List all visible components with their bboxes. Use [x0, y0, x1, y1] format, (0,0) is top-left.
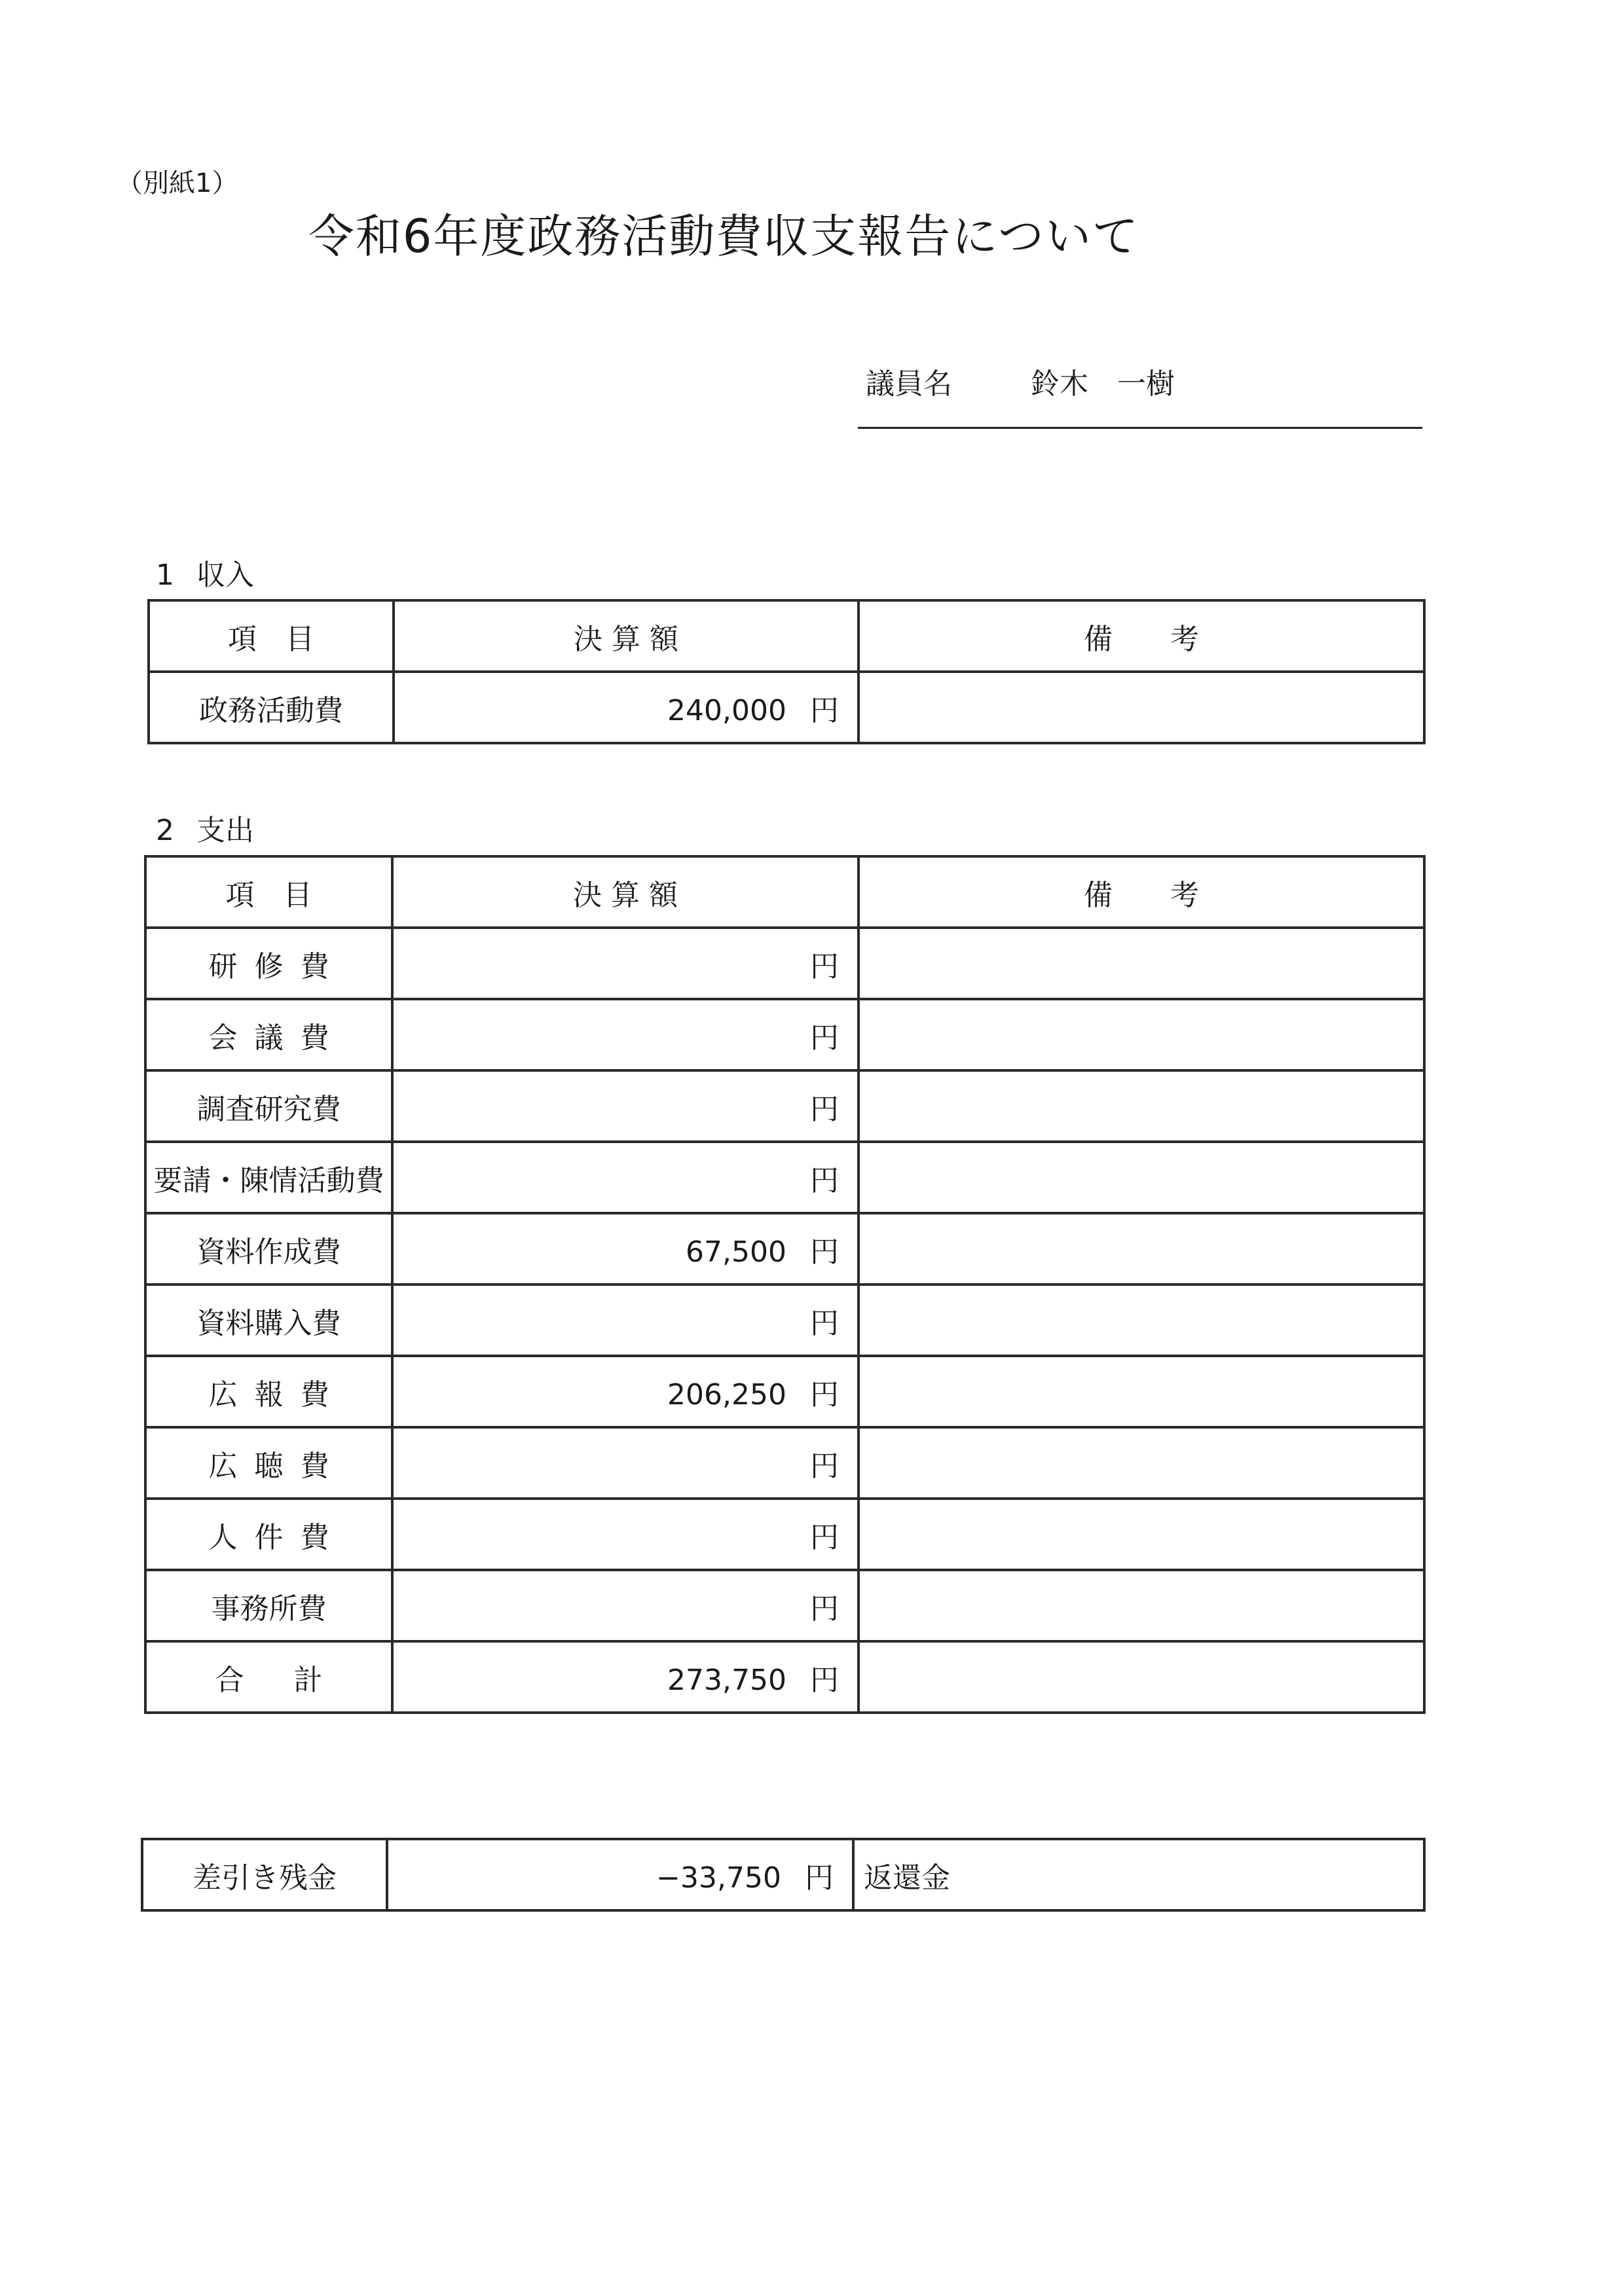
expense-section-number: 2 [156, 814, 174, 847]
income-header-row [149, 600, 1424, 672]
expense-amount: 206,250 [667, 1377, 786, 1412]
expense-item: 要請・陳情活動費 [145, 1142, 392, 1213]
expense-item: 調査研究費 [145, 1070, 392, 1142]
expense-section-title: 支出 [196, 814, 254, 847]
table-row [145, 1142, 1424, 1213]
income-note [858, 672, 1424, 743]
table-row [145, 1285, 1424, 1356]
expense-note [858, 1570, 1424, 1641]
expense-amount-cell [392, 1427, 858, 1499]
balance-row [142, 1839, 1424, 1910]
income-header-item: 項 目 [149, 600, 394, 672]
expense-unit: 円 [810, 1092, 839, 1126]
attachment-label: （別紙1） [117, 168, 238, 198]
expense-note [858, 1427, 1424, 1499]
balance-table [141, 1838, 1426, 1912]
balance-label: 差引き残金 [142, 1839, 387, 1910]
expense-item: 事務所費 [145, 1570, 392, 1641]
expense-unit: 円 [810, 949, 839, 983]
expense-amount-cell [392, 1142, 858, 1213]
table-row [145, 1570, 1424, 1641]
expense-table [144, 855, 1426, 1714]
expense-amount: 67,500 [686, 1235, 786, 1269]
income-unit: 円 [810, 693, 839, 727]
expense-note [858, 1356, 1424, 1427]
expense-item: 研修費 [145, 928, 392, 999]
expense-unit: 円 [810, 1163, 839, 1197]
expense-item: 広報費 [145, 1356, 392, 1427]
member-underline [858, 427, 1422, 429]
expense-item: 広聴費 [145, 1427, 392, 1499]
table-row [149, 672, 1424, 743]
table-row [145, 928, 1424, 999]
balance-amount-cell [387, 1839, 853, 1910]
expense-note [858, 1142, 1424, 1213]
expense-header-amount: 決 算 額 [392, 856, 858, 928]
expense-header-row [145, 856, 1424, 928]
table-row [145, 999, 1424, 1070]
expense-unit: 円 [810, 1449, 839, 1483]
income-section-number: 1 [156, 558, 174, 592]
expense-note [858, 1213, 1424, 1285]
income-amount: 240,000 [667, 693, 786, 727]
expense-unit: 円 [810, 1235, 839, 1269]
expense-total-amount-cell [392, 1641, 858, 1713]
table-row [145, 1356, 1424, 1427]
expense-unit: 円 [810, 1021, 839, 1055]
expense-amount-cell [392, 1213, 858, 1285]
expense-amount-cell [392, 999, 858, 1070]
expense-header-item: 項 目 [145, 856, 392, 928]
income-amount-cell [394, 672, 858, 743]
expense-note [858, 1499, 1424, 1570]
table-row [145, 1499, 1424, 1570]
member-block [866, 360, 1175, 402]
total-row [145, 1641, 1424, 1713]
expense-item: 資料購入費 [145, 1285, 392, 1356]
expense-amount-cell [392, 1356, 858, 1427]
expense-note [858, 928, 1424, 999]
expense-amount-cell [392, 1570, 858, 1641]
balance-amount: −33,750 [656, 1861, 781, 1895]
expense-item: 会議費 [145, 999, 392, 1070]
expense-section-heading [156, 807, 254, 848]
expense-total-amount: 273,750 [667, 1663, 786, 1697]
income-item: 政務活動費 [149, 672, 394, 743]
expense-note [858, 1070, 1424, 1142]
balance-note: 返還金 [853, 1839, 1424, 1910]
expense-unit: 円 [810, 1306, 839, 1340]
income-section-title: 収入 [196, 558, 254, 592]
expense-amount-cell [392, 1499, 858, 1570]
expense-unit: 円 [810, 1592, 839, 1626]
income-header-amount: 決 算 額 [394, 600, 858, 672]
expense-header-note: 備 考 [858, 856, 1424, 928]
expense-note [858, 1285, 1424, 1356]
expense-item: 人件費 [145, 1499, 392, 1570]
expense-amount-cell [392, 1285, 858, 1356]
income-section-heading [156, 551, 254, 593]
expense-total-label: 合計 [145, 1641, 392, 1713]
member-name: 鈴木 一樹 [1031, 367, 1175, 401]
expense-unit: 円 [810, 1377, 839, 1412]
expense-amount-cell [392, 928, 858, 999]
expense-total-unit: 円 [810, 1663, 839, 1697]
table-row [145, 1427, 1424, 1499]
expense-amount-cell [392, 1070, 858, 1142]
expense-note [858, 999, 1424, 1070]
balance-unit: 円 [805, 1861, 834, 1895]
income-table [147, 599, 1426, 744]
page-title: 令和6年度政務活動費収支報告について [308, 210, 1139, 263]
expense-item: 資料作成費 [145, 1213, 392, 1285]
member-label: 議員名 [866, 367, 952, 401]
income-header-note: 備 考 [858, 600, 1424, 672]
expense-total-note [858, 1641, 1424, 1713]
table-row [145, 1070, 1424, 1142]
table-row [145, 1213, 1424, 1285]
expense-unit: 円 [810, 1520, 839, 1554]
